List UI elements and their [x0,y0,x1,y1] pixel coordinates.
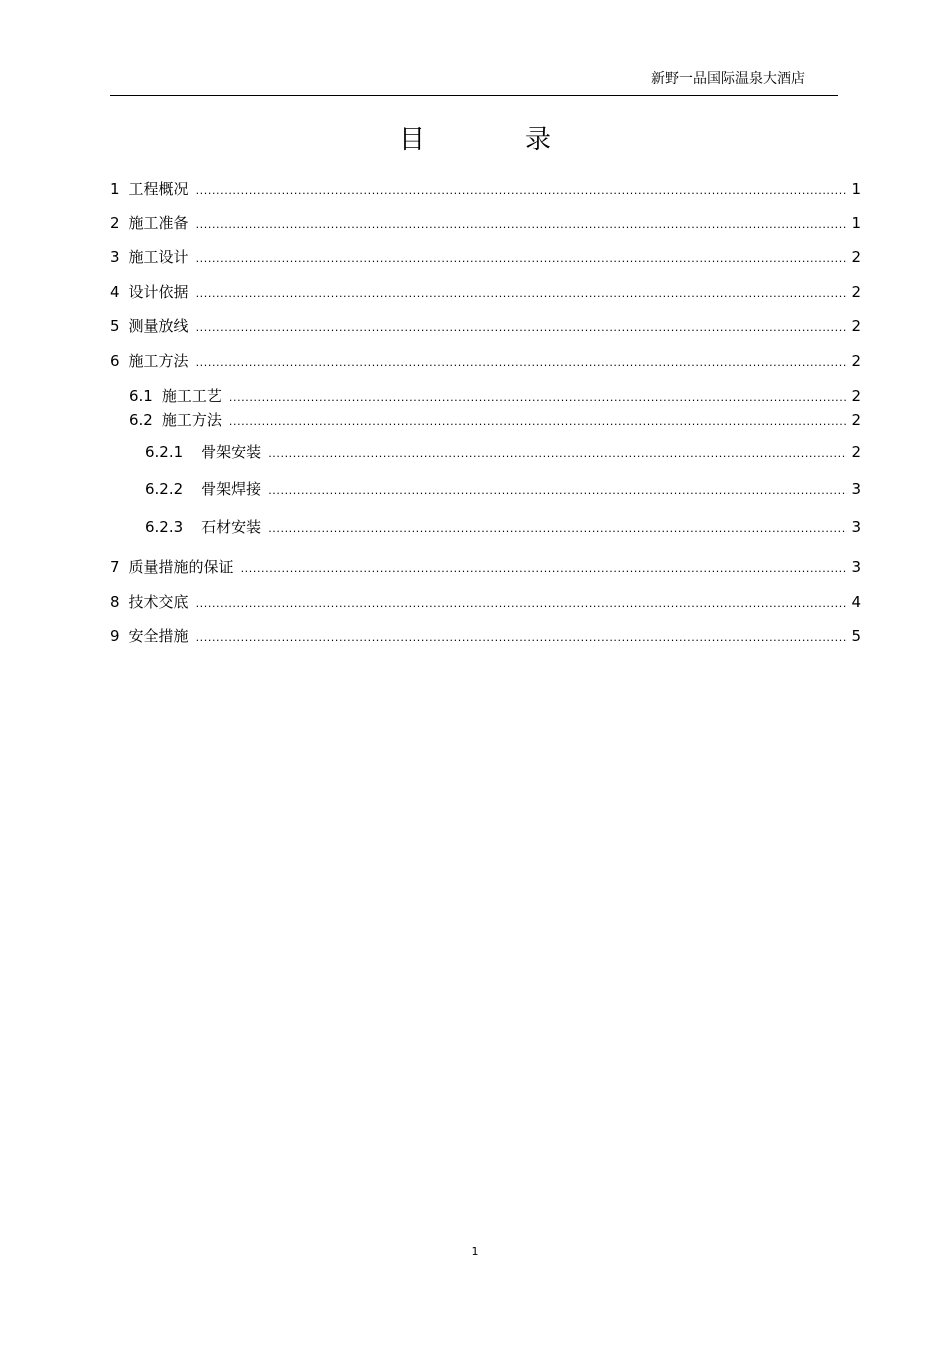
toc-entry-page: 2 [851,443,861,461]
toc-entry-page: 1 [851,214,861,232]
toc-entry-number: 6.2.2 [145,480,184,498]
toc-entry-number: 3 [110,248,120,266]
toc-entry-label: 技术交底 [128,593,189,611]
toc-entry-6[interactable] [110,350,861,372]
toc-entry-label: 施工方法 [128,352,189,370]
toc-dot-leader [229,411,848,433]
toc-entry-page: 2 [851,352,861,370]
toc-entry-6-2[interactable] [129,409,861,431]
toc-entry-number: 7 [110,558,120,576]
toc-entry-label: 施工设计 [128,248,189,266]
toc-entry-4[interactable] [110,281,861,303]
toc-entry-7[interactable] [110,556,861,578]
toc-entry-6-2-3[interactable] [145,516,861,538]
toc-dot-leader [241,558,848,580]
toc-entry-label: 骨架安装 [201,443,262,461]
header-divider [110,95,838,96]
toc-entry-number: 2 [110,214,120,232]
toc-entry-number: 6.2 [129,411,153,429]
toc-entry-label: 骨架焊接 [201,480,262,498]
toc-entry-number: 1 [110,180,120,198]
toc-entry-1[interactable] [110,178,861,200]
toc-entry-number: 6.2.1 [145,443,184,461]
toc-entry-number: 6 [110,352,120,370]
toc-entry-number: 4 [110,283,120,301]
toc-entry-number: 6.1 [129,387,153,405]
toc-entry-page: 2 [851,248,861,266]
toc-entry-number: 6.2.3 [145,518,184,536]
toc-entry-6-1[interactable] [129,385,861,407]
toc-entry-label: 质量措施的保证 [128,558,234,576]
toc-dot-leader [268,518,847,540]
toc-entry-page: 2 [851,283,861,301]
toc-entry-page: 2 [851,411,861,429]
toc-dot-leader [196,283,848,305]
toc-entry-number: 8 [110,593,120,611]
toc-entry-label: 施工方法 [161,411,222,429]
toc-dot-leader [196,317,848,339]
toc-entry-page: 1 [851,180,861,198]
toc-entry-6-2-2[interactable] [145,478,861,500]
footer-page-number: 1 [471,1245,479,1258]
toc-entry-9[interactable] [110,625,861,647]
toc-entry-label: 石材安装 [201,518,262,536]
toc-entry-page: 3 [851,480,861,498]
toc-entry-label: 工程概况 [128,180,189,198]
toc-entry-page: 5 [851,627,861,645]
toc-entry-6-2-1[interactable] [145,441,861,463]
toc-title [0,124,950,156]
toc-entry-label: 施工准备 [128,214,189,232]
toc-entry-3[interactable] [110,246,861,268]
toc-dot-leader [196,593,848,615]
toc-dot-leader [268,480,847,502]
toc-dot-leader [196,627,848,649]
toc-entry-label: 测量放线 [128,317,189,335]
toc-entry-label: 设计依据 [128,283,189,301]
toc-entry-page: 2 [851,387,861,405]
toc-title-char-1: 目 [398,125,425,155]
toc-title-char-2: 录 [525,125,552,155]
toc-dot-leader [196,214,848,236]
toc-entry-number: 9 [110,627,120,645]
toc-entry-label: 安全措施 [128,627,189,645]
toc-entry-number: 5 [110,317,120,335]
toc-entry-5[interactable] [110,315,861,337]
toc-entry-page: 2 [851,317,861,335]
toc-dot-leader [268,443,847,465]
toc-entry-2[interactable] [110,212,861,234]
toc-entry-page: 3 [851,518,861,536]
toc-entry-page: 4 [851,593,861,611]
toc-dot-leader [196,352,848,374]
toc-entry-8[interactable] [110,591,861,613]
toc-dot-leader [196,248,848,270]
toc-dot-leader [229,387,848,409]
header-company-name: 新野一品国际温泉大酒店 [651,71,805,87]
toc-dot-leader [196,180,848,202]
toc-entry-page: 3 [851,558,861,576]
toc-entry-label: 施工工艺 [161,387,222,405]
